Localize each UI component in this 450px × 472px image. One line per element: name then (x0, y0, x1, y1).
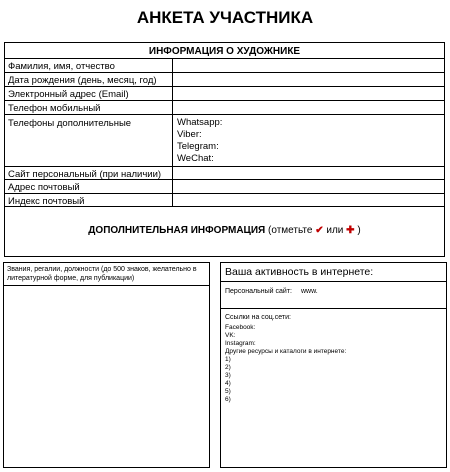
activity-title: Ваша активность в интернете: (225, 266, 374, 278)
other-resource-item[interactable]: 4) (225, 380, 231, 387)
messenger-wechat[interactable]: WeChat: (177, 153, 214, 164)
form-title: АНКЕТА УЧАСТНИКА (136, 8, 314, 27)
other-resources-label: Другие ресурсы и каталоги в интернете: (225, 348, 347, 355)
titles-label: Звания, регалии, должности (до 500 знаков, желательно в литературной форме, для публикации) (7, 266, 197, 282)
additional-note-suffix: ) (357, 225, 361, 236)
titles-box[interactable] (3, 262, 210, 468)
additional-note-prefix: (отметьте (268, 225, 313, 236)
input-postal-index[interactable] (173, 194, 444, 206)
other-resource-item[interactable]: 2) (225, 364, 231, 371)
field-full-name: Фамилия, имя, отчество (8, 61, 115, 72)
input-email[interactable] (173, 87, 444, 100)
other-resource-item[interactable]: 3) (225, 372, 231, 379)
social-links-label: Ссылки на соц.сети: (225, 314, 291, 321)
field-birth-date: Дата рождения (день, месяц, год) (8, 75, 157, 86)
field-email: Электронный адрес (Email) (8, 89, 129, 100)
field-personal-site: Сайт персональный (при наличии) (8, 169, 162, 180)
input-mobile-phone[interactable] (173, 101, 444, 114)
field-extra-phones: Телефоны дополнительные (8, 118, 132, 129)
additional-info-title: ДОПОЛНИТЕЛЬНАЯ ИНФОРМАЦИЯ (88, 225, 266, 236)
messenger-viber[interactable]: Viber: (177, 129, 202, 140)
social-instagram[interactable]: Instagram: (225, 340, 256, 347)
additional-note-or: или (326, 225, 344, 236)
personal-site-input[interactable]: www. (301, 288, 318, 295)
field-mobile-phone: Телефон мобильный (8, 103, 101, 114)
input-birth-date[interactable] (173, 73, 444, 86)
plus-icon: ✚ (346, 225, 355, 236)
other-resource-item[interactable]: 5) (225, 388, 231, 395)
other-resource-item[interactable]: 1) (225, 356, 231, 363)
other-resource-item[interactable]: 6) (225, 396, 231, 403)
messenger-whatsapp[interactable]: Whatsapp: (177, 117, 223, 128)
input-personal-site[interactable] (173, 167, 444, 179)
social-facebook[interactable]: Facebook: (225, 324, 256, 331)
social-vk[interactable]: VK: (225, 332, 236, 339)
field-postal-address: Адрес почтовый (8, 182, 80, 193)
check-mark-icon: ✔ (315, 225, 324, 236)
additional-info-heading (4, 225, 445, 236)
messenger-telegram[interactable]: Telegram: (177, 141, 219, 152)
field-postal-index: Индекс почтовый (8, 196, 85, 207)
input-postal-address[interactable] (173, 180, 444, 193)
artist-info-header: ИНФОРМАЦИЯ О ХУДОЖНИКЕ (148, 46, 301, 57)
personal-site-label: Персональный сайт: (225, 288, 292, 295)
input-full-name[interactable] (173, 59, 444, 72)
